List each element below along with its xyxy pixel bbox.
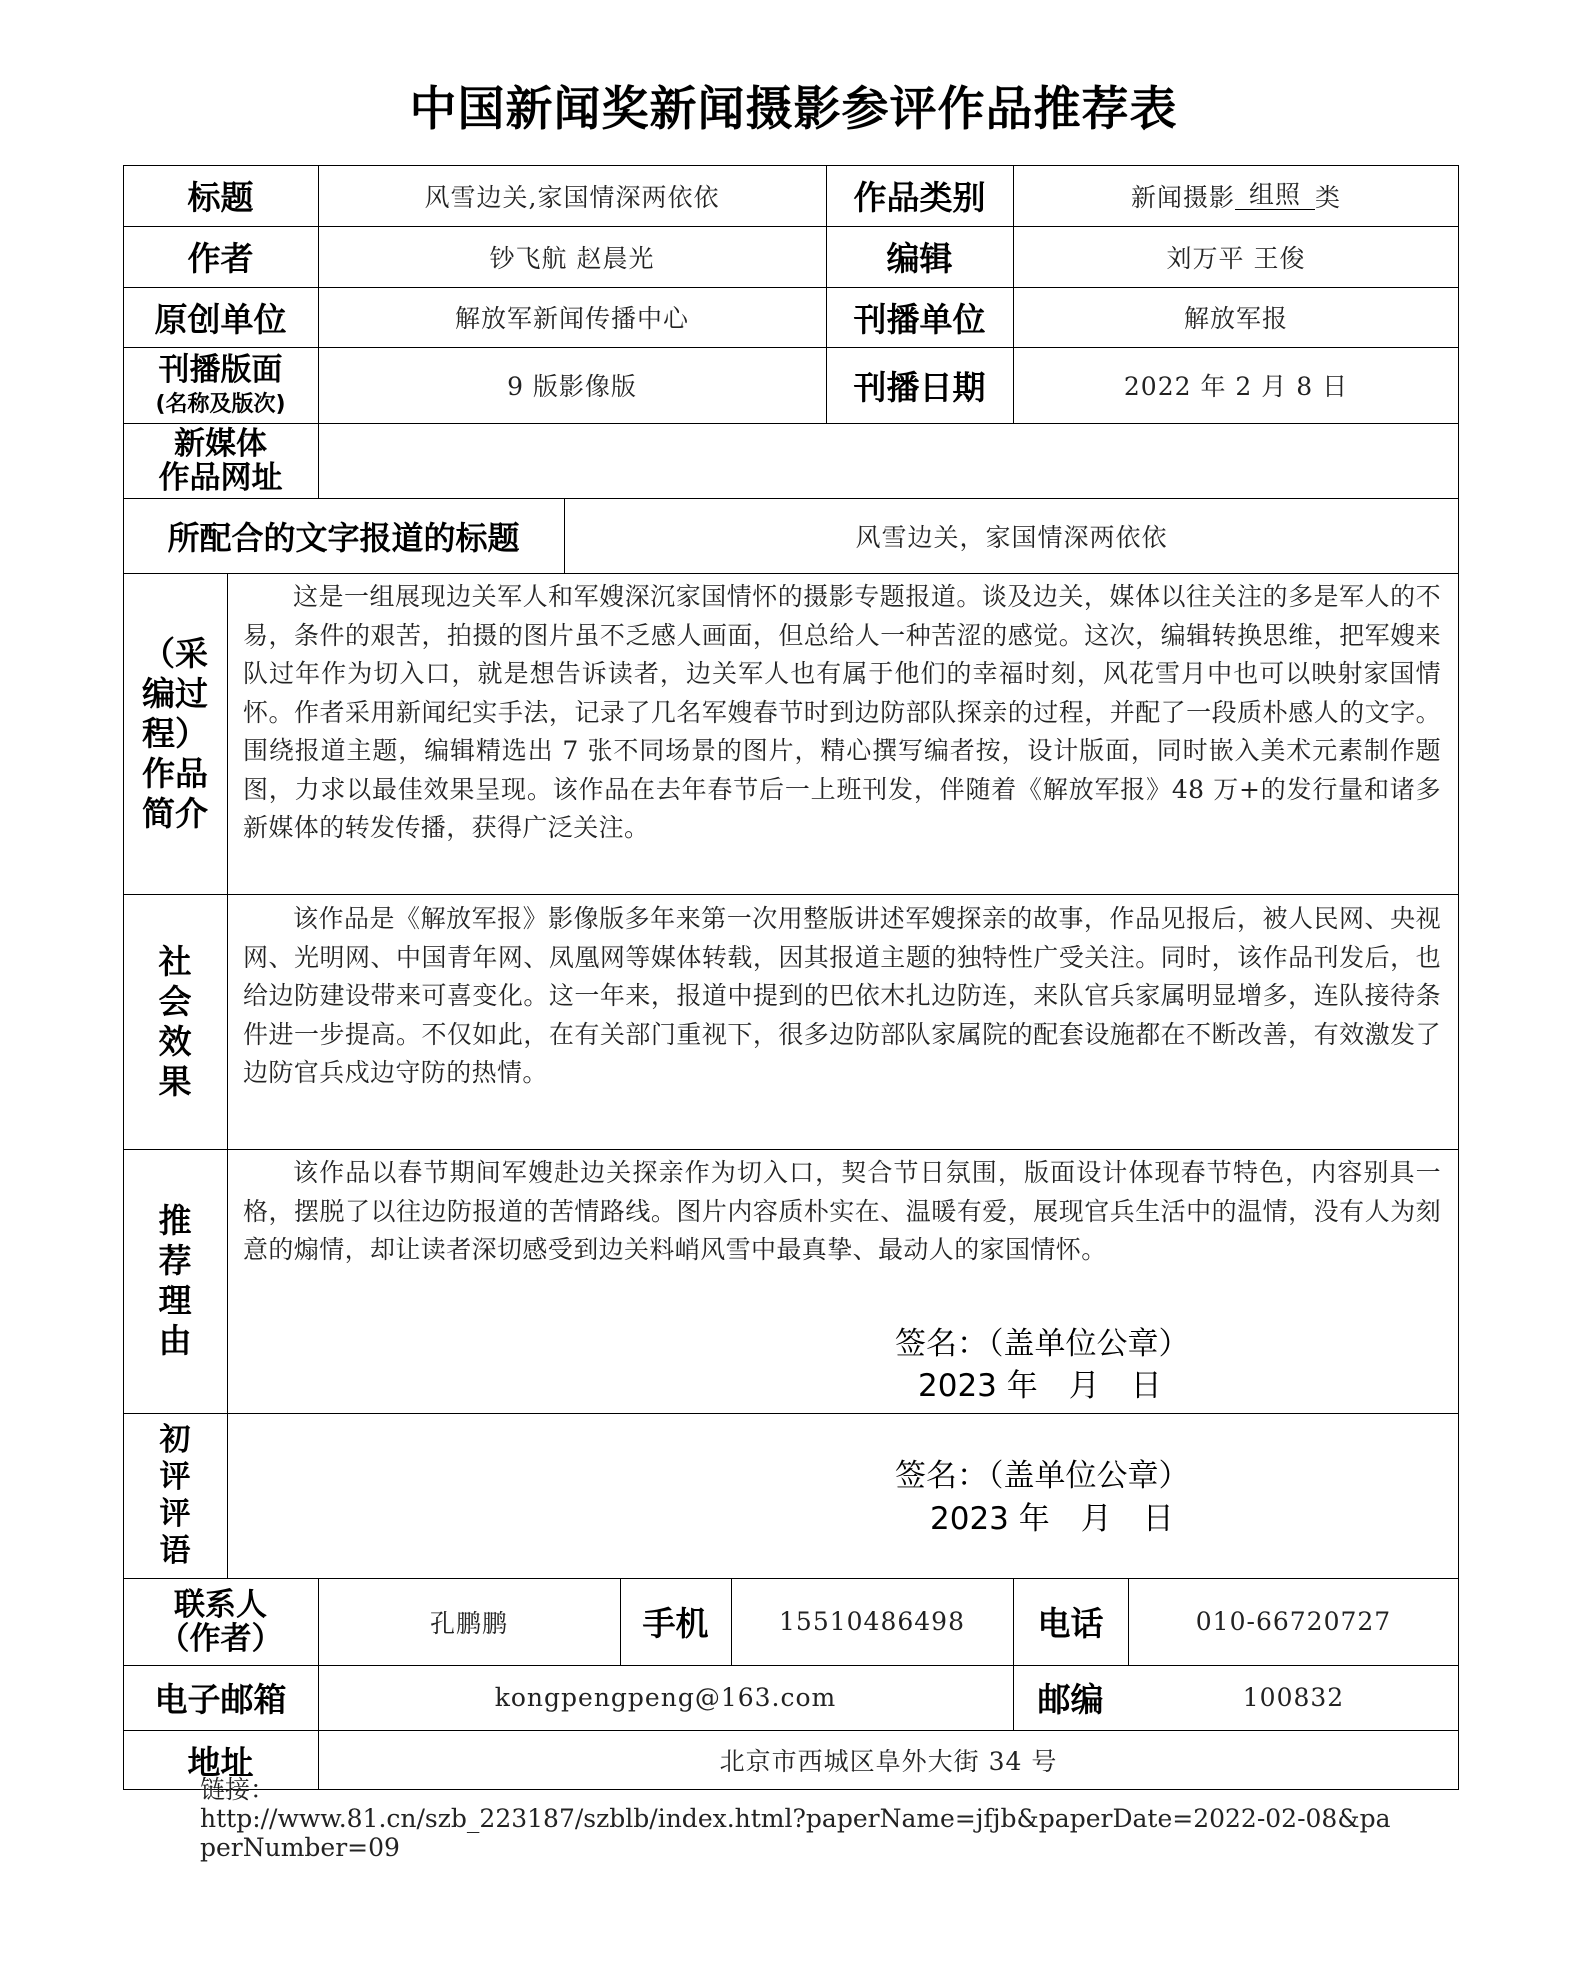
author-value: 钞飞航 赵晨光 xyxy=(489,243,655,273)
title-label: 标题 xyxy=(187,178,254,217)
intro-label: （采编过程）作品简介 xyxy=(142,633,208,833)
reason-signature: 签名：（盖单位公章） xyxy=(895,1326,1190,1362)
effect-label-cell xyxy=(123,894,227,1149)
newmedia-label-cell xyxy=(123,423,318,498)
phone-label: 电话 xyxy=(1037,1604,1104,1643)
review-date: 2023 年 月 日 xyxy=(930,1501,1174,1537)
publisher-label: 刊播单位 xyxy=(853,299,986,339)
review-label-cell xyxy=(123,1413,227,1578)
review-label: 初评评语 xyxy=(159,1421,191,1569)
date-value: 2022 年 2 月 8 日 xyxy=(1123,372,1349,401)
review-signature: 签名：（盖单位公章） xyxy=(895,1458,1190,1494)
reason-date: 2023 年 月 日 xyxy=(918,1368,1162,1404)
category-value: 组照 xyxy=(1235,181,1315,210)
effect-text: 该作品是《解放军报》影像版多年来第一次用整版讲述军嫂探亲的故事，作品见报后，被人民网、央视网、光明网、中国青年网、凤凰网等媒体转载，因其报道主题的独特性广受关注。同时，该作品刊发后，也给边防建设带来可喜变化。这一年来，报道中提到的巴依木扎边防连，来队官兵家属明显增多，连队接待条件进一步提高。不仅如此，在有关部门重视下，很多边防部队家属院的配套设施都在不断改善，有效激发了边防官兵戍边守防的热情。 xyxy=(243,904,1441,1087)
link-label: 链接： xyxy=(200,1775,276,1804)
email-label: 电子邮箱 xyxy=(154,1680,287,1719)
page-value: 9 版影像版 xyxy=(507,372,637,401)
category-value-cell xyxy=(1013,165,1459,226)
email-value: kongpengpeng@163.com xyxy=(494,1683,837,1712)
intro-text: 这是一组展现边关军人和军嫂深沉家国情怀的摄影专题报道。谈及边关，媒体以往关注的多是军人的不易，条件的艰苦，拍摄的图片虽不乏感人画面，但总给人一种苦涩的感觉。这次，编辑转换思维，把军嫂来队过年作为切入口，就是想告诉读者，边关军人也有属于他们的幸福时刻，风花雪月中也可以映射家国情怀。作者采用新闻纪实手法，记录了几名军嫂春节时到边防部队探亲的过程，并配了一段质朴感人的文字。围绕报道主题，编辑精选出 7 张不同场景的图片，精心撰写编者按，设计版面，同时嵌入美术元素制作题图，力求以最佳效果呈现。该作品在去年春节后一上班刊发，伴随着《解放军报》48 万+的发行量和诸多新媒体的转发传播，获得广泛关注。 xyxy=(243,582,1441,842)
page-label-cell xyxy=(123,347,318,423)
category-suffix: 类 xyxy=(1315,182,1342,212)
reason-label-cell xyxy=(123,1149,227,1413)
contact-label-2: （作者） xyxy=(158,1620,283,1657)
effect-label: 社会效果 xyxy=(158,941,192,1101)
postcode-value: 100832 xyxy=(1242,1683,1345,1712)
category-prefix: 新闻摄影 xyxy=(1130,182,1235,212)
editor-value: 刘万平 王俊 xyxy=(1166,243,1306,273)
matching-label: 所配合的文字报道的标题 xyxy=(167,518,520,557)
phone-value: 010-66720727 xyxy=(1195,1607,1392,1636)
publisher-value: 解放军报 xyxy=(1183,304,1288,333)
mobile-label: 手机 xyxy=(642,1604,709,1643)
intro-label-cell xyxy=(123,573,227,894)
mobile-value: 15510486498 xyxy=(779,1607,965,1636)
newmedia-label-1: 新媒体 xyxy=(174,425,267,462)
author-label: 作者 xyxy=(187,239,254,278)
newmedia-label-2: 作品网址 xyxy=(158,459,283,496)
editor-label: 编辑 xyxy=(886,239,953,278)
page-title: 中国新闻奖新闻摄影参评作品推荐表 xyxy=(409,82,1178,137)
address-value: 北京市西城区阜外大街 34 号 xyxy=(719,1747,1058,1776)
date-label: 刊播日期 xyxy=(853,367,986,407)
title-value: 风雪边关,家国情深两依依 xyxy=(424,182,720,212)
contact-label-cell xyxy=(123,1578,318,1665)
link-url[interactable]: http://www.81.cn/szb_223187/szblb/index.html?paperName=jfjb&paperDate=2022-02-08&paperNumber=09 xyxy=(200,1804,1391,1862)
address-label: 地址 xyxy=(187,1742,254,1782)
category-label: 作品类别 xyxy=(853,178,986,217)
page-sub-label: (名称及版次) xyxy=(155,391,286,417)
org-value: 解放军新闻传播中心 xyxy=(454,304,689,333)
contact-label-1: 联系人 xyxy=(174,1586,267,1623)
reason-label: 推荐理由 xyxy=(158,1201,192,1360)
newmedia-value xyxy=(318,423,1459,498)
footer-link-block xyxy=(200,1775,1400,1862)
contact-value: 孔鹏鹏 xyxy=(429,1608,508,1638)
page-label: 刊播版面 xyxy=(158,351,283,388)
reason-text: 该作品以春节期间军嫂赴边关探亲作为切入口，契合节日氛围，版面设计体现春节特色，内容别具一格，摆脱了以往边防报道的苦情路线。图片内容质朴实在、温暖有爱，展现官兵生活中的温情，没有人为刻意的煽情，却让读者深切感受到边关料峭风雪中最真挚、最动人的家国情怀。 xyxy=(243,1158,1441,1264)
matching-value: 风雪边关，家国情深两依依 xyxy=(855,522,1168,552)
org-label: 原创单位 xyxy=(154,299,287,339)
postcode-label: 邮编 xyxy=(1037,1680,1104,1719)
